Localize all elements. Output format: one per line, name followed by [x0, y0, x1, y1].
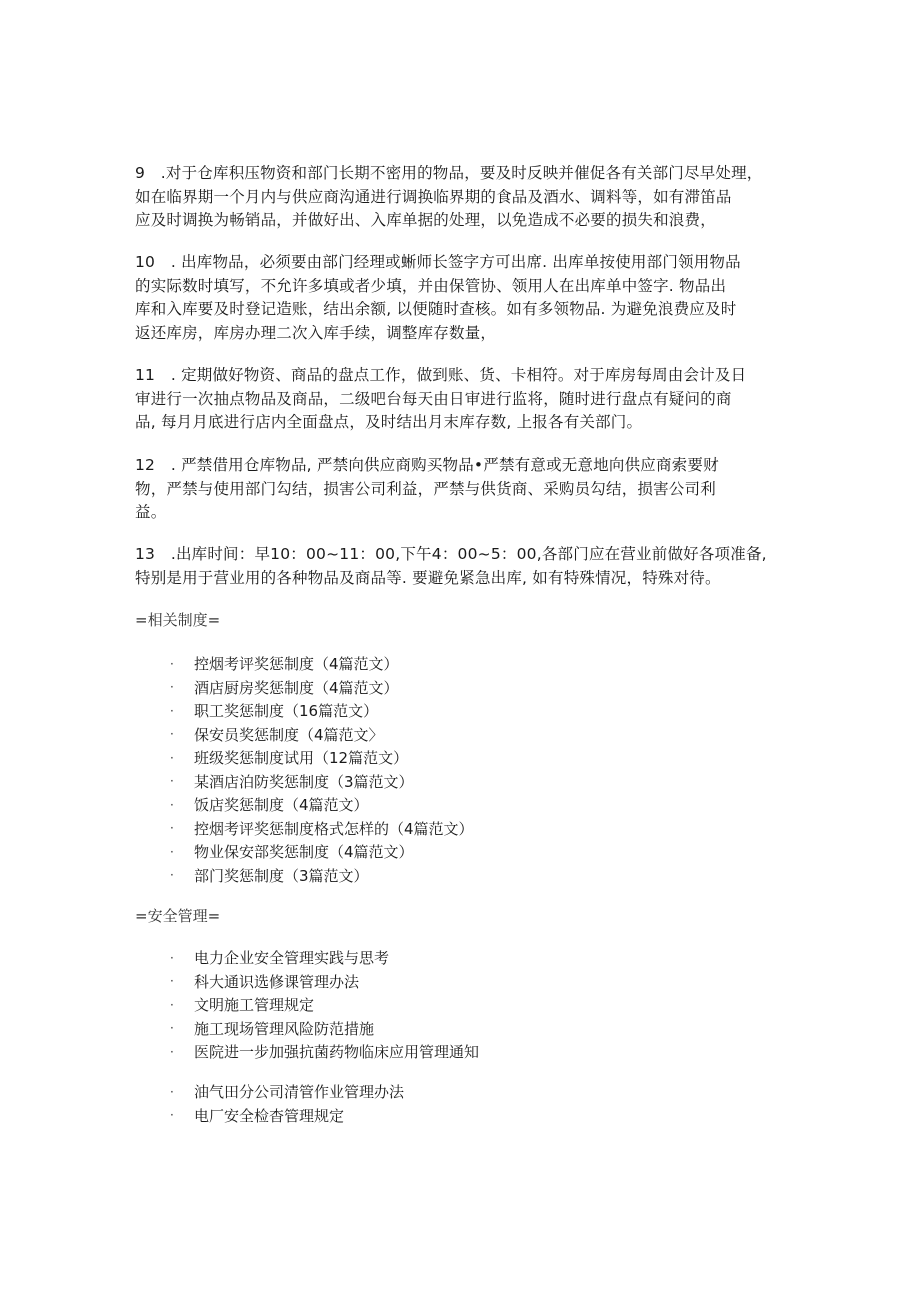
- paragraph-line: 9 .对于仓库积压物资和部门长期不密用的物品，要及时反映并催促各有关部门尽早处理，: [135, 164, 763, 182]
- bullet-icon: ·: [170, 774, 174, 789]
- related-link-label: 饭店奖惩制度（4篇范文）: [194, 796, 369, 815]
- paragraph-line: 物，严禁与使用部门勾结，损害公司利益，严禁与供货商、采购员勾结，损害公司利: [135, 479, 716, 498]
- paragraph-line: 11 . 定期做好物资、商品的盘点工作，做到账、货、卡相符。对于库房每周由会计及日: [135, 366, 747, 384]
- paragraph-line: 13 .出库时间：早10：00~11：00,下午4：00~5：00,各部门应在营业前做好各项准备,: [135, 545, 767, 563]
- related-section-heading: =相关制度=: [135, 611, 221, 629]
- related-link-label: 保安员奖惩制度（4篇范文〉: [194, 725, 384, 744]
- related-link-label: 某酒店泊防奖惩制度（3篇范文）: [194, 772, 414, 791]
- bullet-icon: ·: [170, 1044, 174, 1059]
- related-link[interactable]: [170, 676, 474, 700]
- safety-link[interactable]: [170, 993, 479, 1017]
- paragraph-line: 如在临界期一个月内与供应商沟通进行调换临界期的食品及酒水、调料等，如有滞笛品: [135, 187, 732, 206]
- related-link[interactable]: [170, 652, 474, 676]
- safety-section-heading: =安全管理=: [135, 907, 221, 925]
- bullet-icon: ·: [170, 1108, 174, 1123]
- related-link[interactable]: [170, 770, 474, 794]
- safety-link-label: 文明施工管理规定: [194, 996, 315, 1015]
- related-link-label: 控烟考评奖惩制度格式怎样的（4篇范文）: [194, 819, 474, 838]
- bullet-icon: ·: [170, 1021, 174, 1036]
- related-link[interactable]: [170, 793, 474, 817]
- related-link-label: 部门奖惩制度（3篇范文）: [194, 866, 369, 885]
- related-list: [170, 652, 474, 887]
- paragraph-line: 库和入库要及时登记造账，结出余额, 以便随时查核。如有多领物品. 为避免浪费应及时: [135, 300, 737, 318]
- safety-link-label: 施工现场管理风险防范措施: [194, 1019, 375, 1038]
- safety-link-label: 油气田分公司清管作业管理办法: [194, 1083, 405, 1102]
- paragraph-line: 应及时调换为畅销品，并做好出、入库单据的处理，以免造成不必要的损失和浪费，: [135, 211, 716, 229]
- paragraph-line: 12 . 严禁借用仓库物品, 严禁向供应商购买物品•严禁有意或无意地向供应商索要财: [135, 456, 719, 474]
- paragraph-9: [135, 162, 795, 233]
- related-link-label: 酒店厨房奖惩制度（4篇范文）: [194, 678, 399, 697]
- safety-link-label: 医院进一步加强抗菌药物临床应用管理通知: [194, 1043, 480, 1062]
- bullet-icon: ·: [170, 680, 174, 695]
- paragraph-11: [135, 364, 795, 435]
- paragraph-line: 特别是用于营业用的各种物品及商品等. 要避免紧急出库, 如有特殊情况，特殊对待。: [135, 568, 721, 587]
- related-link[interactable]: [170, 699, 474, 723]
- safety-link[interactable]: [170, 1104, 404, 1128]
- related-link[interactable]: [170, 864, 474, 888]
- bullet-icon: ·: [170, 1084, 174, 1099]
- bullet-icon: ·: [170, 974, 174, 989]
- safety-link[interactable]: [170, 946, 479, 970]
- safety-link-label: 科大通识选修课管理办法: [194, 972, 360, 991]
- paragraph-line: 10 . 出库物品，必须要由部门经理或蜥师长签字方可出席. 出库单按使用部门领用物品: [135, 253, 741, 271]
- bullet-icon: ·: [170, 727, 174, 742]
- related-link[interactable]: [170, 840, 474, 864]
- bullet-icon: ·: [170, 821, 174, 836]
- safety-list-group-2: [170, 1080, 404, 1127]
- related-link[interactable]: [170, 817, 474, 841]
- related-link[interactable]: [170, 746, 474, 770]
- paragraph-line: 审进行一次抽点物品及商品，二级吧台每天由日审进行监将，随时进行盘点有疑问的商: [135, 389, 732, 408]
- safety-link[interactable]: [170, 1040, 479, 1064]
- paragraph-13: [135, 543, 795, 590]
- related-link-label: 职工奖惩制度（16篇范文）: [194, 702, 379, 721]
- paragraph-10: [135, 251, 795, 345]
- safety-list-group-1: [170, 946, 479, 1064]
- related-link-label: 控烟考评奖惩制度（4篇范文）: [194, 655, 399, 674]
- bullet-icon: ·: [170, 750, 174, 765]
- safety-link[interactable]: [170, 1080, 404, 1104]
- paragraph-12: [135, 454, 795, 525]
- bullet-icon: ·: [170, 797, 174, 812]
- bullet-icon: ·: [170, 656, 174, 671]
- paragraph-line: 的实际数时填写，不允许多填或者少填，并由保管协、领用人在出库单中签字. 物品出: [135, 276, 727, 295]
- bullet-icon: ·: [170, 950, 174, 965]
- safety-link[interactable]: [170, 970, 479, 994]
- related-link[interactable]: [170, 723, 474, 747]
- bullet-icon: ·: [170, 997, 174, 1012]
- bullet-icon: ·: [170, 844, 174, 859]
- paragraph-line: 返还库房，库房办理二次入库手续，调整库存数量，: [135, 323, 497, 342]
- bullet-icon: ·: [170, 703, 174, 718]
- safety-link[interactable]: [170, 1017, 479, 1041]
- paragraph-line: 益。: [135, 503, 167, 521]
- safety-link-label: 电厂安全检杳管理规定: [194, 1106, 345, 1125]
- paragraph-line: 品, 每月月底进行店内全面盘点，及时结出月末库存数, 上报各有关部门。: [135, 413, 643, 431]
- related-link-label: 班级奖惩制度试用（12篇范文）: [194, 749, 409, 768]
- related-link-label: 物业保安部奖惩制度（4篇范文）: [194, 843, 414, 862]
- safety-link-label: 电力企业安全管理实践与思考: [194, 949, 390, 968]
- bullet-icon: ·: [170, 868, 174, 883]
